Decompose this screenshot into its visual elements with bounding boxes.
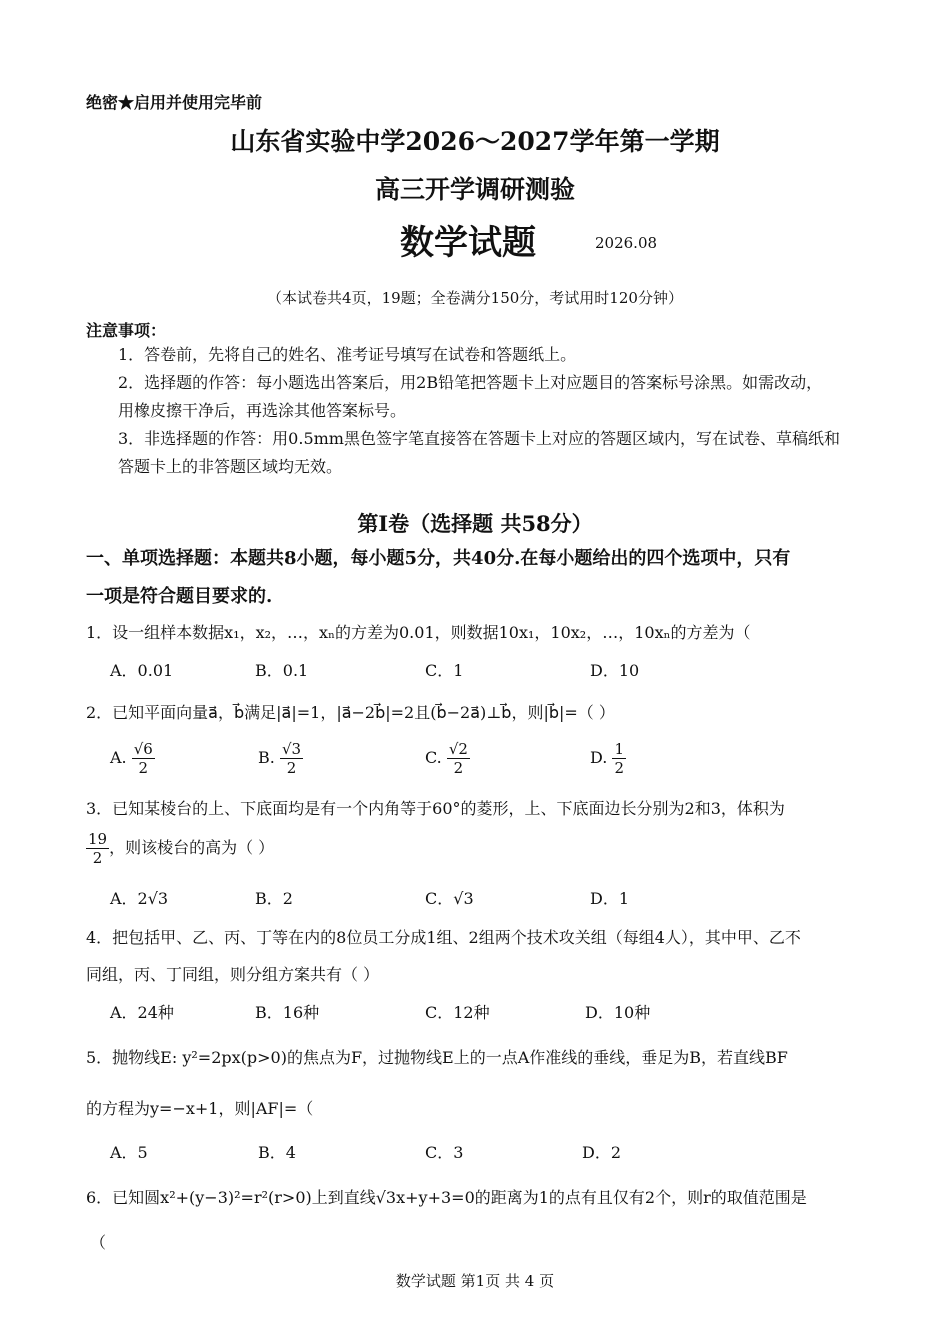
question-2-option-c	[425, 740, 470, 777]
question-2-option-b	[258, 740, 303, 777]
school-title: 山东省实验中学2026～2027学年第一学期	[230, 127, 720, 156]
fraction-numerator: √3	[281, 740, 302, 758]
fraction-numerator: 19	[88, 830, 108, 848]
fraction-denominator: 2	[138, 759, 149, 777]
fraction-denominator: 2	[286, 759, 297, 777]
option-fraction	[280, 740, 303, 777]
fraction-numerator: 1	[614, 740, 624, 758]
fraction-denominator: 2	[453, 759, 464, 777]
volume-fraction	[86, 830, 109, 867]
question-3-line-2	[86, 830, 274, 867]
option-fraction	[132, 740, 155, 777]
question-3-option-d: D．1	[590, 889, 630, 908]
option-label: A.	[110, 748, 127, 767]
question-2-option-a	[110, 740, 155, 777]
option-fraction	[447, 740, 470, 777]
question-2-text: 2．已知平面向量a⃗，b⃗满足|a⃗|=1，|a⃗−2b⃗|=2且(b⃗−2a⃗)⊥b⃗，则|b⃗|=（ ）	[86, 703, 615, 722]
option-fraction	[612, 740, 626, 777]
question-3-line-2-text: ，则该棱台的高为（ ）	[109, 838, 275, 857]
exam-info: （本试卷共4页，19题；全卷满分150分，考试用时120分钟）	[267, 289, 683, 307]
question-3-option-b: B．2	[255, 889, 293, 908]
fraction-numerator: √2	[448, 740, 468, 758]
question-6-line-1: 6．已知圆x²+(y−3)²=r²(r>0)上到直线√3x+y+3=0的距离为1的点有且仅有2个，则r的取值范围是	[86, 1188, 807, 1207]
question-4-option-b: B．16种	[255, 1003, 320, 1022]
exam-date: 2026.08	[595, 234, 658, 252]
question-5-line-1: 5．抛物线E: y²=2px(p>0)的焦点为F，过抛物线E上的一点A作准线的垂线，垂足为B，若直线BF	[86, 1048, 788, 1067]
section-title-line-1: 一、单项选择题：本题共8小题，每小题5分，共40分.在每小题给出的四个选项中，只有	[86, 548, 791, 569]
question-5-option-a: A．5	[110, 1143, 148, 1162]
question-5-option-c: C．3	[425, 1143, 464, 1162]
page-footer: 数学试题 第1页 共 4 页	[395, 1272, 555, 1290]
subject-title: 数学试题	[400, 223, 536, 263]
question-3-option-c: C．√3	[425, 889, 474, 908]
fraction-denominator: 2	[92, 849, 103, 867]
question-1-option-c: C．1	[425, 661, 464, 680]
question-2-option-d	[590, 740, 626, 777]
question-6-line-2: （	[90, 1233, 107, 1252]
option-label: B.	[258, 748, 275, 767]
notice-item-2-line-2: 用橡皮擦干净后，再选涂其他答案标号。	[118, 401, 407, 420]
question-1-text: 1．设一组样本数据x₁，x₂，…，xₙ的方差为0.01，则数据10x₁，10x₂，…，10xₙ的方差为（	[86, 623, 751, 642]
option-label: D.	[590, 748, 608, 767]
section-title-line-2: 一项是符合题目要求的.	[86, 586, 273, 607]
question-4-line-1: 4．把包括甲、乙、丙、丁等在内的8位员工分成1组、2组两个技术攻关组（每组4人），其中甲、乙不	[86, 928, 801, 947]
question-1-option-d: D．10	[590, 661, 640, 680]
part-title: 第Ⅰ卷（选择题 共58分）	[357, 511, 593, 536]
question-5-line-2: 的方程为y=−x+1，则|AF|=（	[86, 1099, 314, 1118]
notice-item-3-line-2: 答题卡上的非答题区域均无效。	[118, 457, 343, 476]
exam-title: 高三开学调研测验	[374, 175, 575, 204]
notice-item-2-line-1: 2．选择题的作答：每小题选出答案后，用2B铅笔把答题卡上对应题目的答案标号涂黑。如需改动，	[118, 373, 823, 392]
notice-item-3-line-1: 3．非选择题的作答：用0.5mm黑色签字笔直接答在答题卡上对应的答题区域内，写在试卷、草稿纸和	[118, 429, 840, 448]
question-1-option-a: A．0.01	[110, 661, 174, 680]
notice-item-1: 1．答卷前，先将自己的姓名、准考证号填写在试卷和答题纸上。	[118, 345, 577, 364]
fraction-numerator: √6	[133, 740, 153, 758]
option-label: C.	[425, 748, 442, 767]
question-5-option-d: D．2	[582, 1143, 622, 1162]
question-4-option-c: C．12种	[425, 1003, 490, 1022]
question-4-option-d: D．10种	[585, 1003, 651, 1022]
notice-title: 注意事项：	[86, 321, 167, 340]
question-3-line-1: 3．已知某棱台的上、下底面均是有一个内角等于60°的菱形，上、下底面边长分别为2和3，体积为	[86, 799, 785, 818]
confidential-mark: 绝密★启用并使用完毕前	[86, 93, 263, 112]
question-3-option-a: A．2√3	[110, 889, 169, 908]
fraction-denominator: 2	[614, 759, 624, 777]
question-4-line-2: 同组，丙、丁同组，则分组方案共有（ ）	[86, 965, 380, 984]
question-4-option-a: A．24种	[110, 1003, 174, 1022]
question-1-option-b: B．0.1	[255, 661, 309, 680]
question-5-option-b: B．4	[258, 1143, 296, 1162]
